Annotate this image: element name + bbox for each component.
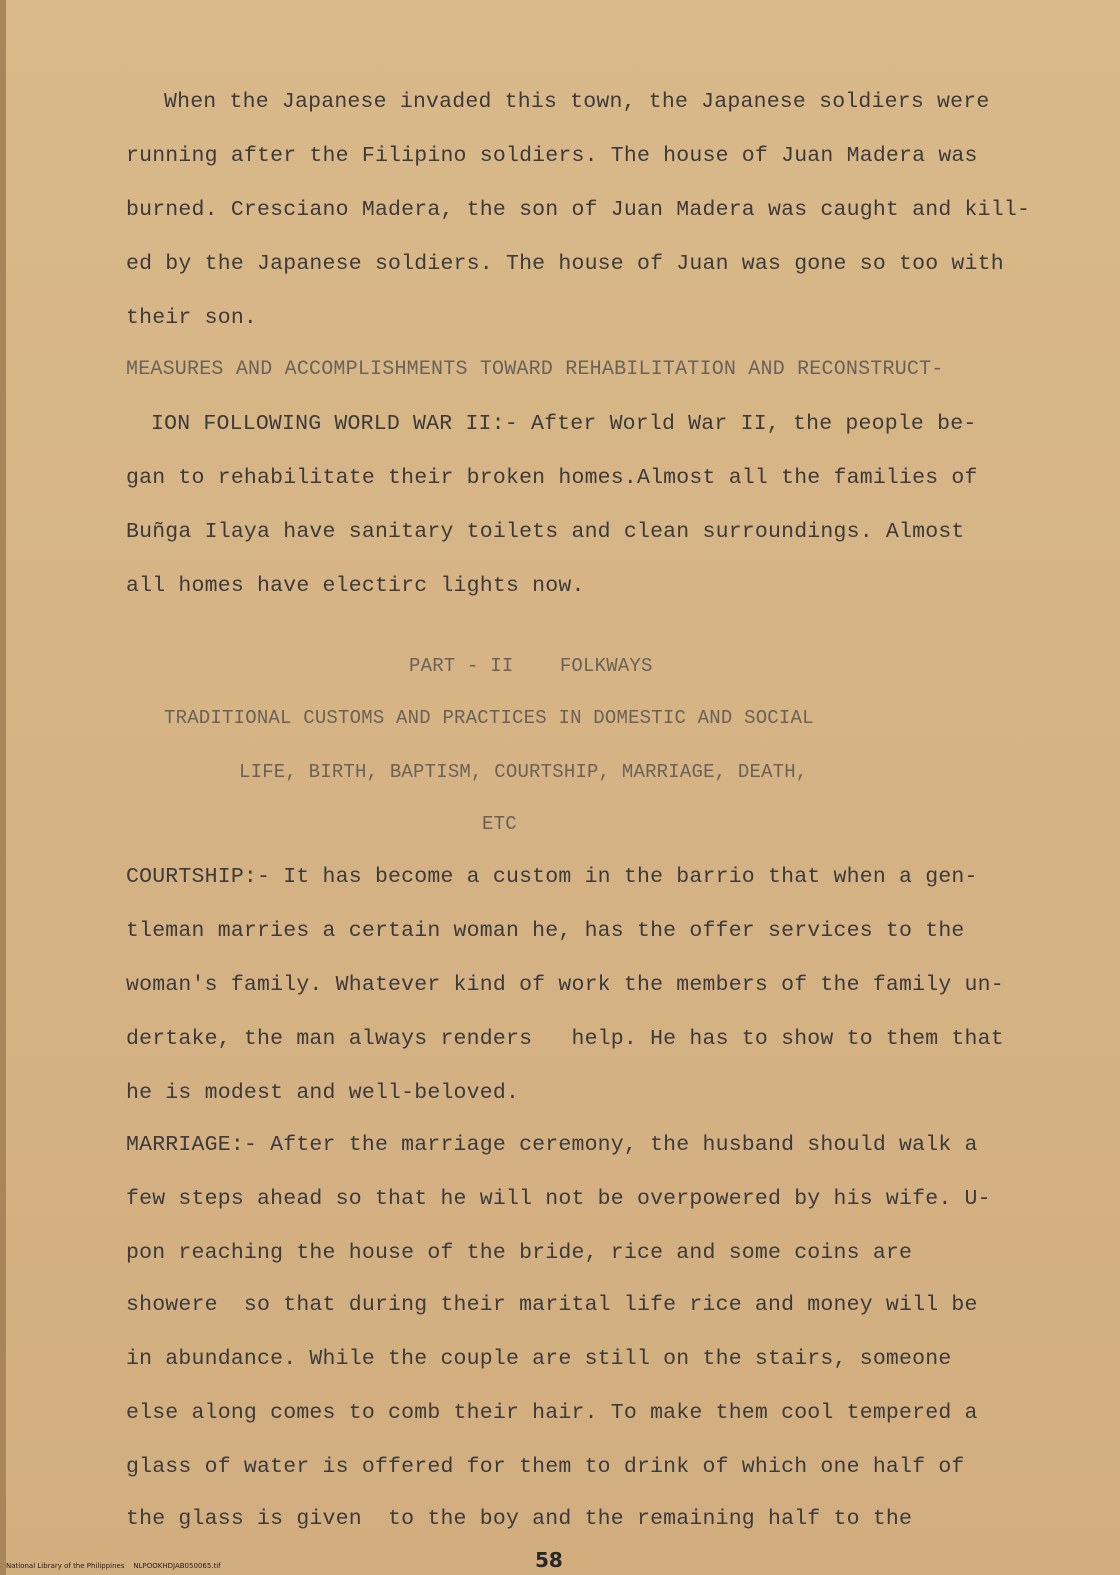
text-line-2: running after the Filipino soldiers. The house of Juan Madera was: [126, 144, 978, 168]
folkways-subheading-3: ETC: [482, 813, 517, 835]
text-line-20: MARRIAGE:- After the marriage ceremony, the husband should walk a: [126, 1133, 978, 1157]
text-line-16: tleman marries a certain woman he, has the offer services to the: [126, 919, 965, 943]
text-line-17: woman's family. Whatever kind of work the members of the family un-: [126, 973, 1004, 997]
folkways-subheading-1: TRADITIONAL CUSTOMS AND PRACTICES IN DOMESTIC AND SOCIAL: [164, 707, 814, 729]
section-heading-rehabilitation: MEASURES AND ACCOMPLISHMENTS TOWARD REHABILITATION AND RECONSTRUCT-: [126, 358, 944, 381]
part-heading: PART - II FOLKWAYS: [409, 655, 653, 677]
text-line-8: gan to rehabilitate their broken homes.Almost all the families of: [126, 466, 978, 490]
text-line-19: he is modest and well-beloved.: [126, 1081, 520, 1105]
text-line-26: glass of water is offered for them to drink of which one half of: [126, 1455, 965, 1479]
text-line-9: Buñga Ilaya have sanitary toilets and clean surroundings. Almost: [126, 520, 965, 544]
text-line-10: all homes have electirc lights now.: [126, 574, 585, 598]
text-line-18: dertake, the man always renders help. He has to show to them that: [126, 1027, 1004, 1051]
text-line-21: few steps ahead so that he will not be overpowered by his wife. U-: [126, 1187, 991, 1211]
text-line-1: When the Japanese invaded this town, the Japanese soldiers were: [164, 90, 990, 114]
text-line-5: their son.: [126, 306, 258, 330]
text-line-7: ION FOLLOWING WORLD WAR II:- After World War II, the people be-: [151, 412, 977, 436]
text-line-25: else along comes to comb their hair. To make them cool tempered a: [126, 1401, 978, 1425]
text-line-23: showere so that during their marital life rice and money will be: [126, 1293, 978, 1317]
text-line-22: pon reaching the house of the bride, rice and some coins are: [126, 1241, 913, 1265]
text-line-3: burned. Cresciano Madera, the son of Juan Madera was caught and kill-: [126, 198, 1031, 222]
text-line-15: COURTSHIP:- It has become a custom in the barrio that when a gen-: [126, 865, 978, 889]
page-number: 58: [535, 1548, 563, 1572]
text-line-27: the glass is given to the boy and the remaining half to the: [126, 1507, 913, 1531]
folkways-subheading-2: LIFE, BIRTH, BAPTISM, COURTSHIP, MARRIAGE, DEATH,: [239, 761, 808, 783]
text-line-4: ed by the Japanese soldiers. The house of Juan was gone so too with: [126, 252, 1004, 276]
text-line-24: in abundance. While the couple are still on the stairs, someone: [126, 1347, 952, 1371]
archive-footer: National Library of the Philippines NLPOOKHDJAB050065.tif: [6, 1562, 221, 1570]
